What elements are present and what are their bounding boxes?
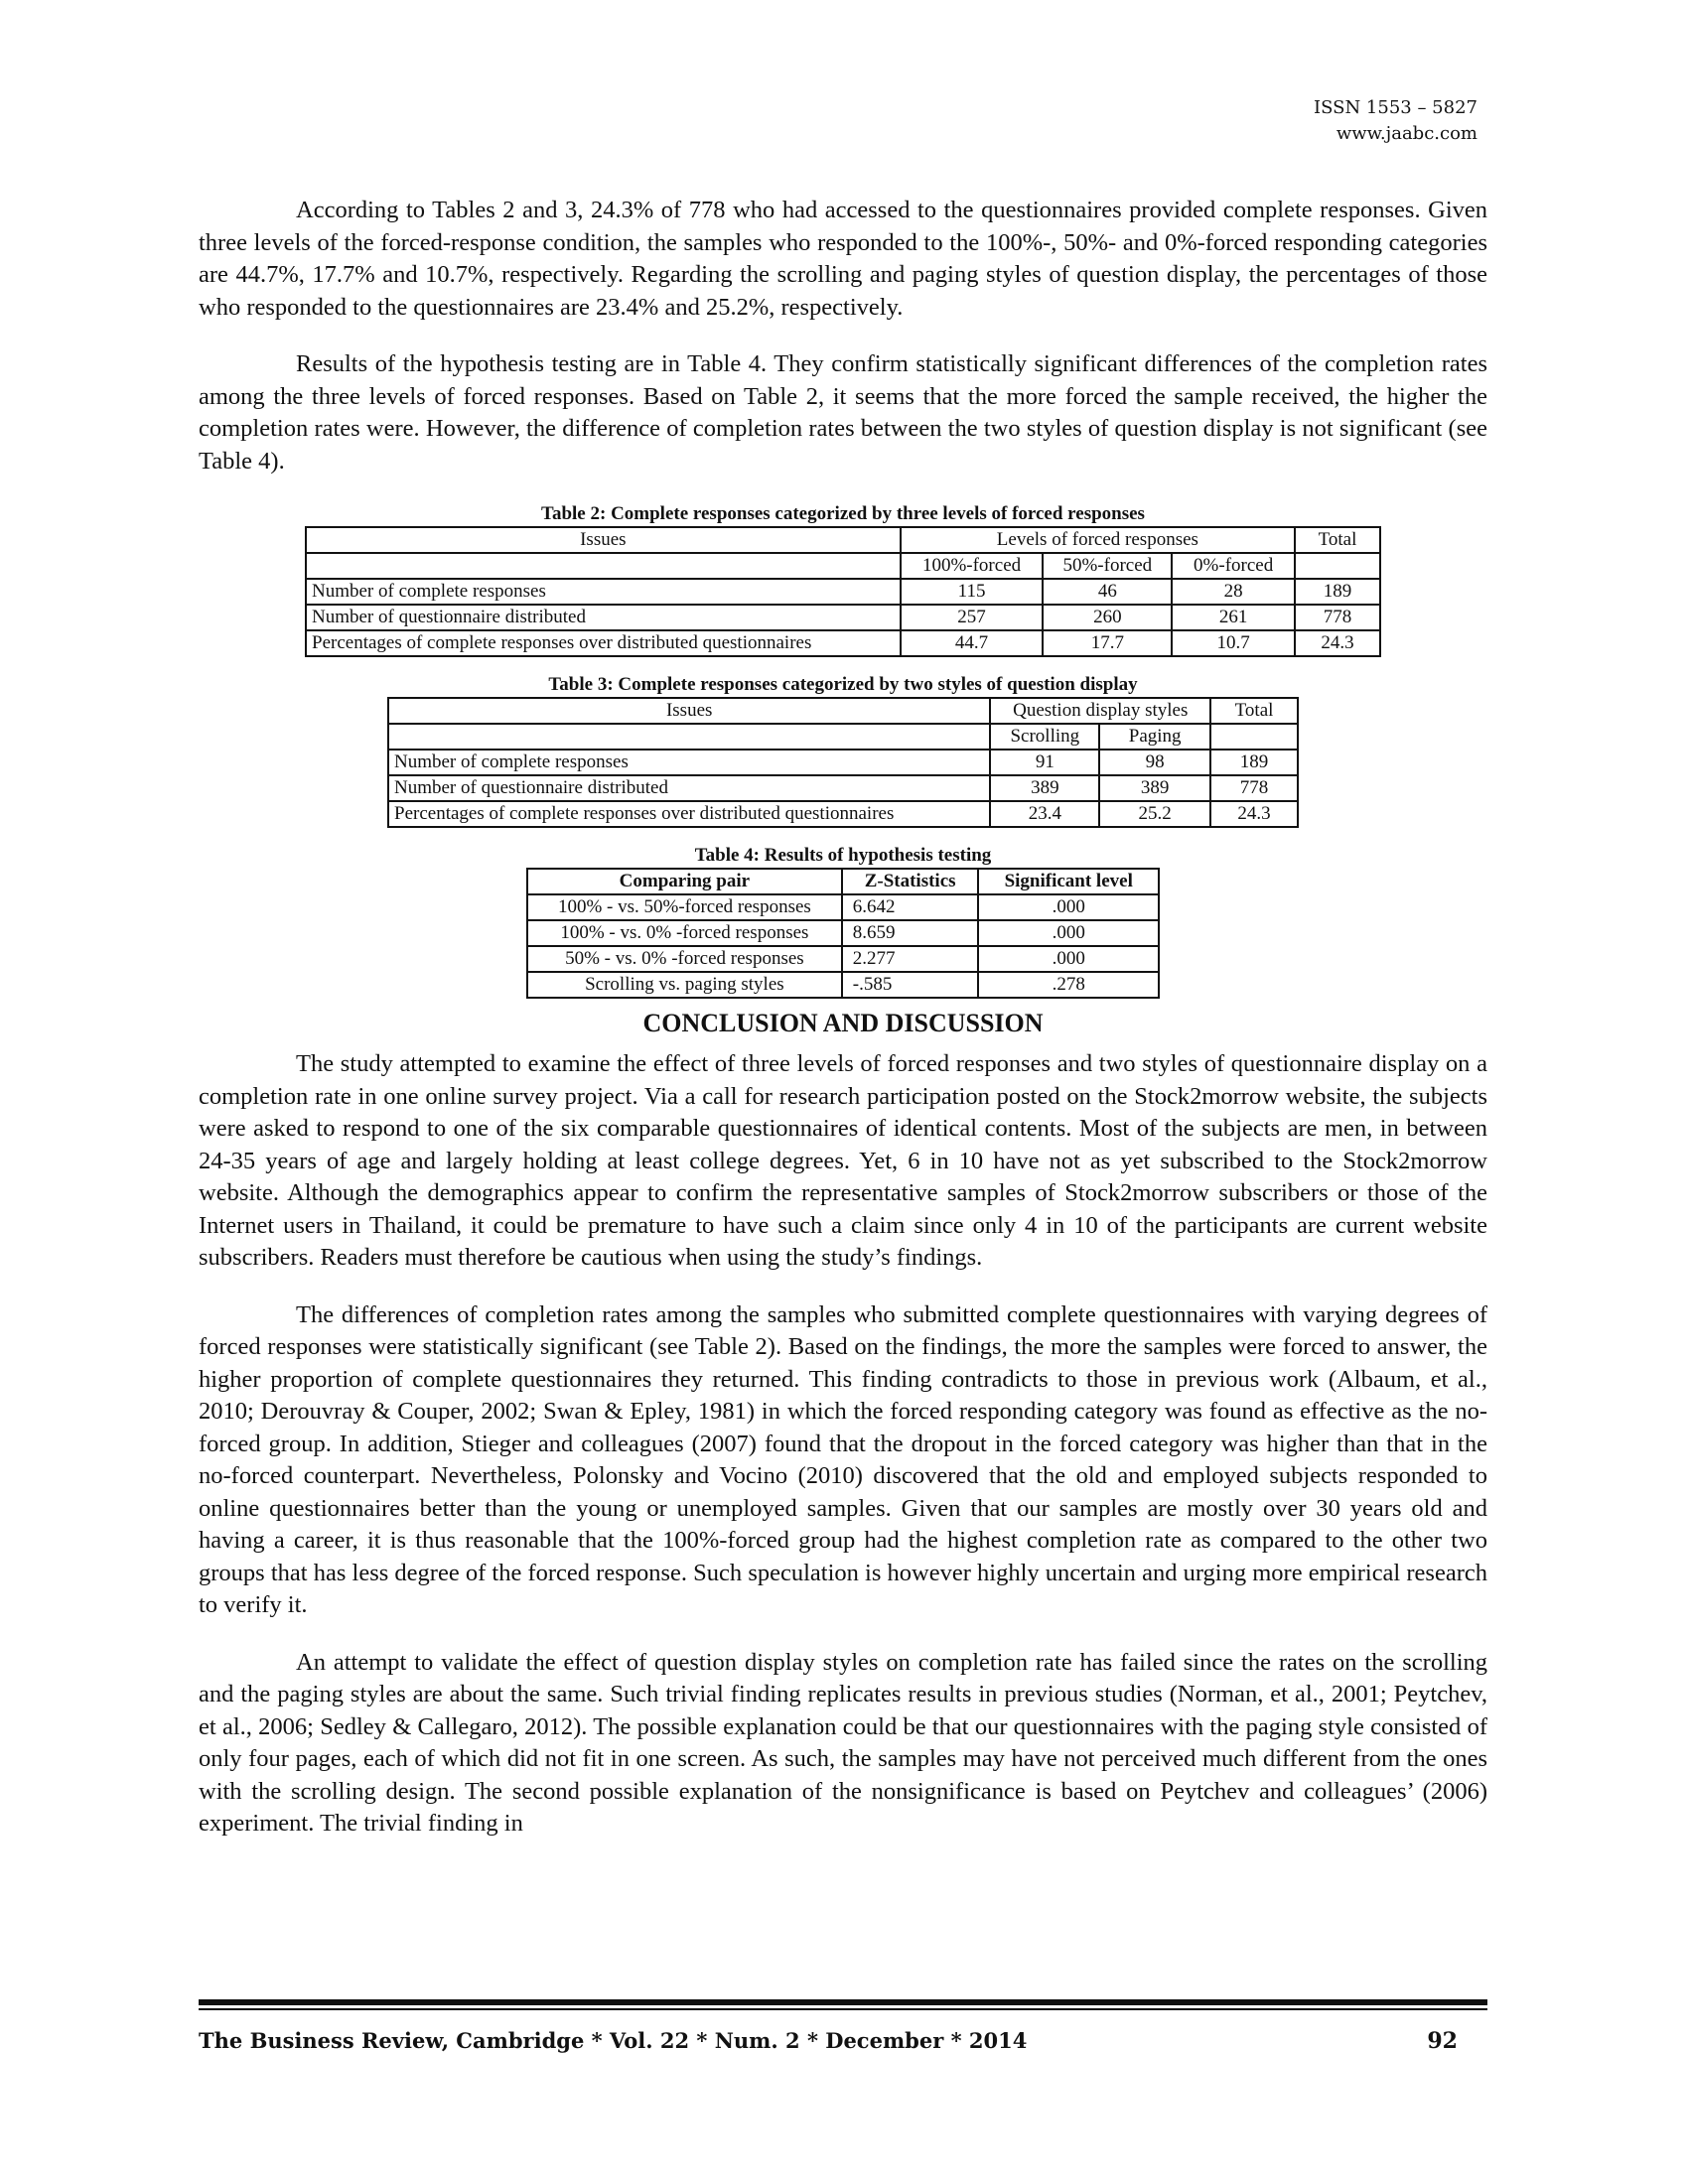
- row-label: Number of complete responses: [388, 750, 990, 775]
- cell: 8.659: [842, 920, 979, 946]
- table-4: [526, 844, 1160, 999]
- table-row: [388, 775, 1298, 801]
- cell: 389: [1099, 775, 1210, 801]
- page-footer: [199, 1999, 1487, 2054]
- header-cell: 100%-forced: [901, 553, 1044, 579]
- cell: .000: [978, 894, 1159, 920]
- cell: Scrolling vs. paging styles: [527, 972, 842, 998]
- cell: 28: [1172, 579, 1295, 605]
- cell: 10.7: [1172, 630, 1295, 656]
- header-cell: Levels of forced responses: [901, 527, 1295, 553]
- table-row: [527, 920, 1159, 946]
- header-cell: Significant level: [978, 869, 1159, 894]
- table-header-row: [527, 869, 1159, 894]
- cell: 100% - vs. 50%-forced responses: [527, 894, 842, 920]
- header-cell: Z-Statistics: [842, 869, 979, 894]
- cell: 23.4: [990, 801, 1099, 827]
- table-row: [527, 894, 1159, 920]
- header-cell: 50%-forced: [1043, 553, 1172, 579]
- empty-cell: [306, 553, 901, 579]
- journal-citation: The Business Review, Cambridge * Vol. 22 * Num. 2 * December * 2014: [199, 2028, 1028, 2053]
- cell: 91: [990, 750, 1099, 775]
- cell: 46: [1043, 579, 1172, 605]
- website-url: www.jaabc.com: [1336, 123, 1477, 144]
- table: [387, 697, 1299, 828]
- table-row: [306, 605, 1380, 630]
- cell: .000: [978, 946, 1159, 972]
- header-cell: 0%-forced: [1172, 553, 1295, 579]
- footer-row: [199, 2028, 1487, 2054]
- footer-rule: [199, 1999, 1487, 2005]
- cell: .000: [978, 920, 1159, 946]
- table-3: [387, 673, 1299, 828]
- empty-cell: [388, 724, 990, 750]
- cell: 50% - vs. 0% -forced responses: [527, 946, 842, 972]
- paragraph: Results of the hypothesis testing are in Table 4. They confirm statistically significant differences of the completion rates among the three levels of forced responses. Based on Table 2, it seems that the more forced the sample received, the higher the completion rates were. However, the difference of completion rates between the two styles of question display is not significant (see Table 4).: [199, 350, 1487, 475]
- cell: 778: [1295, 605, 1380, 630]
- table: [526, 868, 1160, 999]
- cell: 260: [1043, 605, 1172, 630]
- cell: 189: [1210, 750, 1298, 775]
- header-cell: Comparing pair: [527, 869, 842, 894]
- table: [305, 526, 1381, 657]
- table-header-row: [306, 527, 1380, 553]
- cell: 6.642: [842, 894, 979, 920]
- cell: 17.7: [1043, 630, 1172, 656]
- row-label: Percentages of complete responses over distributed questionnaires: [306, 630, 901, 656]
- table-caption: Table 2: Complete responses categorized by three levels of forced responses: [541, 503, 1145, 524]
- cell: 115: [901, 579, 1044, 605]
- cell: 261: [1172, 605, 1295, 630]
- footer-rule: [199, 2008, 1487, 2010]
- paragraph: The study attempted to examine the effect of three levels of forced responses and two styles of questionnaire display on a completion rate in one online survey project. Via a call for research participation posted on the Stock2morrow website, the subjects were asked to respond to one of the six comparable questionnaires of identical contents. Most of the subjects are men, in between 24-35 years of age and largely holding at least college degrees. Yet, 6 in 10 have not as yet subscribed to the Stock2morrow website. Although the demographics appear to confirm the representative samples of Stock2morrow subscribers or those of the Internet users in Thailand, it could be premature to have such a claim since only 4 in 10 of the participants are current website subscribers. Readers must therefore be cautious when using the study’s findings.: [199, 1050, 1487, 1271]
- header-cell: Scrolling: [990, 724, 1099, 750]
- table-row: [527, 972, 1159, 998]
- table-caption: Table 3: Complete responses categorized by two styles of question display: [548, 674, 1138, 695]
- table-caption: Table 4: Results of hypothesis testing: [694, 845, 992, 866]
- row-label: Number of questionnaire distributed: [306, 605, 901, 630]
- table-row: [306, 579, 1380, 605]
- cell: 389: [990, 775, 1099, 801]
- paragraph: The differences of completion rates among the samples who submitted complete questionnaires with varying degrees of forced responses were statistically significant (see Table 2). Based on the findings, the more the samples were forced to answer, the higher proportion of complete questionnaires they returned. This finding contradicts to those in previous work (Albaum, et al., 2010; Derouvray & Couper, 2002; Swan & Epley, 1981) in which the forced responding category was found as effective as the no-forced group. In addition, Stieger and colleagues (2007) found that the dropout in the forced category was higher than that in the no-forced counterpart. Nevertheless, Polonsky and Vocino (2010) discovered that the old and employed subjects responded to online questionnaires better than the young or unemployed samples. Given that our samples are mostly over 30 years old and having a career, it is thus reasonable that the 100%-forced group had the highest completion rate as compared to the other two groups that has less degree of the forced response. Such speculation is however highly uncertain and urging more empirical research to verify it.: [199, 1300, 1487, 1618]
- cell: 24.3: [1210, 801, 1298, 827]
- cell: -.585: [842, 972, 979, 998]
- header-cell: Paging: [1099, 724, 1210, 750]
- cell: 2.277: [842, 946, 979, 972]
- table-row: [388, 801, 1298, 827]
- row-label: Number of questionnaire distributed: [388, 775, 990, 801]
- header-cell: Issues: [388, 698, 990, 724]
- table-row: [306, 630, 1380, 656]
- row-label: Number of complete responses: [306, 579, 901, 605]
- table-2: [305, 502, 1381, 657]
- page-number: 92: [1427, 2028, 1458, 2054]
- paragraph: According to Tables 2 and 3, 24.3% of 778 who had accessed to the questionnaires provided complete responses. Given three levels of the forced-response condition, the samples who responded to the 100%-, 50%- and 0%-forced responding categories are 44.7%, 17.7% and 10.7%, respectively. Regarding the scrolling and paging styles of question display, the percentages of those who responded to the questionnaires are 23.4% and 25.2%, respectively.: [199, 197, 1487, 321]
- page-body: [199, 195, 1487, 1865]
- cell: 25.2: [1099, 801, 1210, 827]
- empty-cell: [1295, 553, 1380, 579]
- header-cell: Total: [1210, 698, 1298, 724]
- page-header: [1314, 95, 1477, 147]
- table-subheader-row: [306, 553, 1380, 579]
- cell: .278: [978, 972, 1159, 998]
- table-row: [388, 750, 1298, 775]
- cell: 257: [901, 605, 1044, 630]
- cell: 778: [1210, 775, 1298, 801]
- cell: 100% - vs. 0% -forced responses: [527, 920, 842, 946]
- header-cell: Issues: [306, 527, 901, 553]
- issn: ISSN 1553 – 5827: [1314, 97, 1477, 118]
- cell: 98: [1099, 750, 1210, 775]
- cell: 44.7: [901, 630, 1044, 656]
- table-header-row: [388, 698, 1298, 724]
- paragraph: An attempt to validate the effect of question display styles on completion rate has failed since the rates on the scrolling and the paging styles are about the same. Such trivial finding replicates results in previous studies (Norman, et al., 2001; Peytchev, et al., 2006; Sedley & Callegaro, 2012). The possible explanation could be that our questionnaires with the paging style consisted of only four pages, each of which did not fit in one screen. As such, the samples may have not perceived much different from the ones with the scrolling design. The second possible explanation of the nonsignificance is based on Peytchev and colleagues’ (2006) experiment. The trivial finding in: [199, 1648, 1487, 1837]
- cell: 189: [1295, 579, 1380, 605]
- header-cell: Question display styles: [990, 698, 1210, 724]
- empty-cell: [1210, 724, 1298, 750]
- table-row: [527, 946, 1159, 972]
- table-subheader-row: [388, 724, 1298, 750]
- header-cell: Total: [1295, 527, 1380, 553]
- section-heading: CONCLUSION AND DISCUSSION: [642, 1009, 1044, 1037]
- cell: 24.3: [1295, 630, 1380, 656]
- row-label: Percentages of complete responses over distributed questionnaires: [388, 801, 990, 827]
